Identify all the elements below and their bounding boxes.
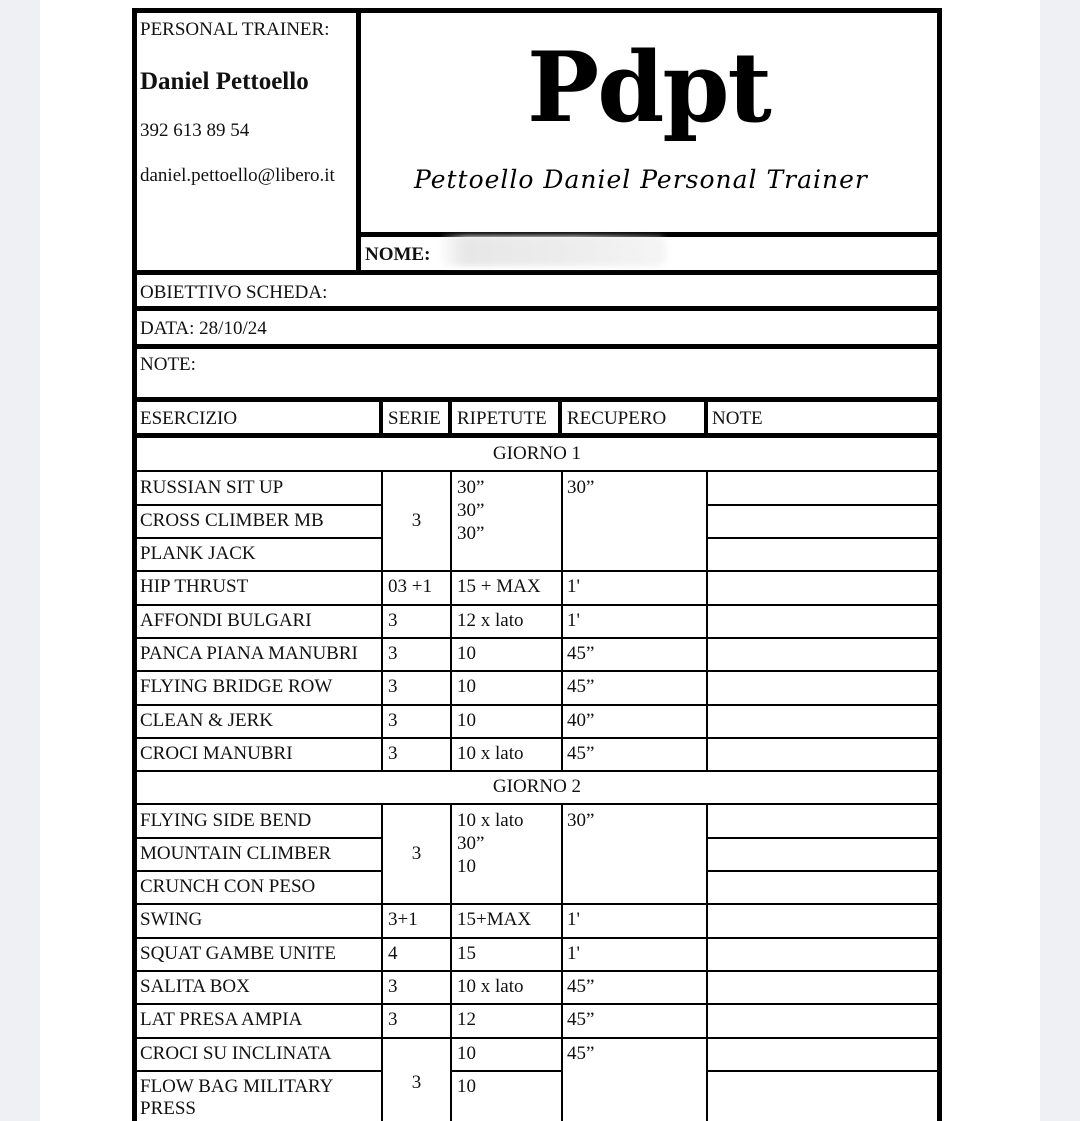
exercise-name: FLYING SIDE BEND bbox=[140, 810, 312, 831]
nome-label: NOME: bbox=[365, 244, 431, 265]
exercise-name: CROSS CLIMBER MB bbox=[140, 510, 324, 531]
row-ripetute: 10 bbox=[457, 676, 476, 697]
exercise-name: HIP THRUST bbox=[140, 576, 249, 597]
row-recupero: 45” bbox=[567, 643, 595, 664]
row-serie: 03 +1 bbox=[388, 576, 432, 597]
row-serie: 3 bbox=[388, 976, 398, 997]
col-serie: SERIE bbox=[388, 408, 441, 429]
exercise-name: CROCI MANUBRI bbox=[140, 743, 293, 764]
circuit-serie: 3 bbox=[411, 843, 422, 864]
logo: Pdpt bbox=[527, 31, 770, 144]
row-serie: 3 bbox=[388, 743, 398, 764]
exercise-name: SALITA BOX bbox=[140, 976, 250, 997]
circuit-ripetute: 30” bbox=[457, 477, 485, 498]
trainer-name: Daniel Pettoello bbox=[140, 68, 309, 95]
exercise-name: PLANK JACK bbox=[140, 543, 256, 564]
exercise-name: CRUNCH CON PESO bbox=[140, 876, 316, 897]
col-note: NOTE bbox=[712, 408, 763, 429]
row-recupero: 45” bbox=[567, 976, 595, 997]
circuit-ripetute: 30” bbox=[457, 500, 485, 521]
row-ripetute: 15+MAX bbox=[457, 909, 532, 930]
trainer-email: daniel.pettoello@libero.it bbox=[140, 165, 335, 186]
note-label: NOTE: bbox=[140, 354, 196, 375]
superset-serie: 3 bbox=[411, 1072, 422, 1093]
row-recupero: 1' bbox=[567, 909, 580, 930]
exercise-name: AFFONDI BULGARI bbox=[140, 610, 312, 631]
row-serie: 3 bbox=[388, 676, 398, 697]
row-ripetute: 12 x lato bbox=[457, 610, 524, 631]
row-recupero: 40” bbox=[567, 710, 595, 731]
row-ripetute: 10 x lato bbox=[457, 743, 524, 764]
row-serie: 3 bbox=[388, 610, 398, 631]
row-recupero: 45” bbox=[567, 676, 595, 697]
row-ripetute: 10 bbox=[457, 643, 476, 664]
document-page bbox=[40, 0, 1040, 1121]
row-serie: 4 bbox=[388, 943, 398, 964]
col-ripetute: RIPETUTE bbox=[457, 408, 547, 429]
exercise-name: LAT PRESA AMPIA bbox=[140, 1009, 303, 1030]
row-recupero: 45” bbox=[567, 743, 595, 764]
exercise-name: CLEAN & JERK bbox=[140, 710, 273, 731]
superset-ripetute: 10 bbox=[457, 1043, 476, 1064]
obiettivo-label: OBIETTIVO SCHEDA: bbox=[140, 282, 328, 303]
circuit-ripetute: 30” bbox=[457, 523, 485, 544]
exercise-name: PANCA PIANA MANUBRI bbox=[140, 643, 358, 664]
row-ripetute: 15 bbox=[457, 943, 476, 964]
row-serie: 3 bbox=[388, 1009, 398, 1030]
row-ripetute: 15 + MAX bbox=[457, 576, 541, 597]
trainer-phone: 392 613 89 54 bbox=[140, 120, 250, 141]
row-recupero: 1' bbox=[567, 576, 580, 597]
exercise-name: CROCI SU INCLINATA bbox=[140, 1043, 332, 1064]
col-esercizio: ESERCIZIO bbox=[140, 408, 238, 429]
day-2-title: GIORNO 2 bbox=[492, 776, 582, 797]
row-ripetute: 10 x lato bbox=[457, 976, 524, 997]
circuit-ripetute: 10 bbox=[457, 856, 476, 877]
superset-ripetute: 10 bbox=[457, 1076, 476, 1097]
circuit-ripetute: 10 x lato bbox=[457, 810, 524, 831]
row-recupero: 45” bbox=[567, 1009, 595, 1030]
workout-sheet bbox=[132, 8, 942, 1121]
exercise-name: SQUAT GAMBE UNITE bbox=[140, 943, 336, 964]
day-1-title: GIORNO 1 bbox=[492, 443, 582, 464]
exercise-name: RUSSIAN SIT UP bbox=[140, 477, 284, 498]
trainer-label: PERSONAL TRAINER: bbox=[140, 19, 330, 40]
row-ripetute: 10 bbox=[457, 710, 476, 731]
exercise-name: SWING bbox=[140, 909, 203, 930]
superset-recupero: 45” bbox=[567, 1043, 595, 1064]
col-recupero: RECUPERO bbox=[567, 408, 667, 429]
circuit-recupero: 30” bbox=[567, 477, 595, 498]
exercise-name: FLYING BRIDGE ROW bbox=[140, 676, 333, 697]
row-ripetute: 12 bbox=[457, 1009, 476, 1030]
circuit-serie: 3 bbox=[411, 510, 422, 531]
row-serie: 3+1 bbox=[388, 909, 418, 930]
redacted-name bbox=[438, 236, 666, 266]
data-label: DATA: 28/10/24 bbox=[140, 318, 267, 339]
row-serie: 3 bbox=[388, 710, 398, 731]
row-serie: 3 bbox=[388, 643, 398, 664]
row-recupero: 1' bbox=[567, 610, 580, 631]
circuit-ripetute: 30” bbox=[457, 833, 485, 854]
row-recupero: 1' bbox=[567, 943, 580, 964]
circuit-recupero: 30” bbox=[567, 810, 595, 831]
exercise-name: FLOW BAG MILITARY PRESS bbox=[140, 1076, 333, 1119]
logo-subtitle: Pettoello Daniel Personal Trainer bbox=[414, 165, 868, 194]
exercise-name: MOUNTAIN CLIMBER bbox=[140, 843, 332, 864]
